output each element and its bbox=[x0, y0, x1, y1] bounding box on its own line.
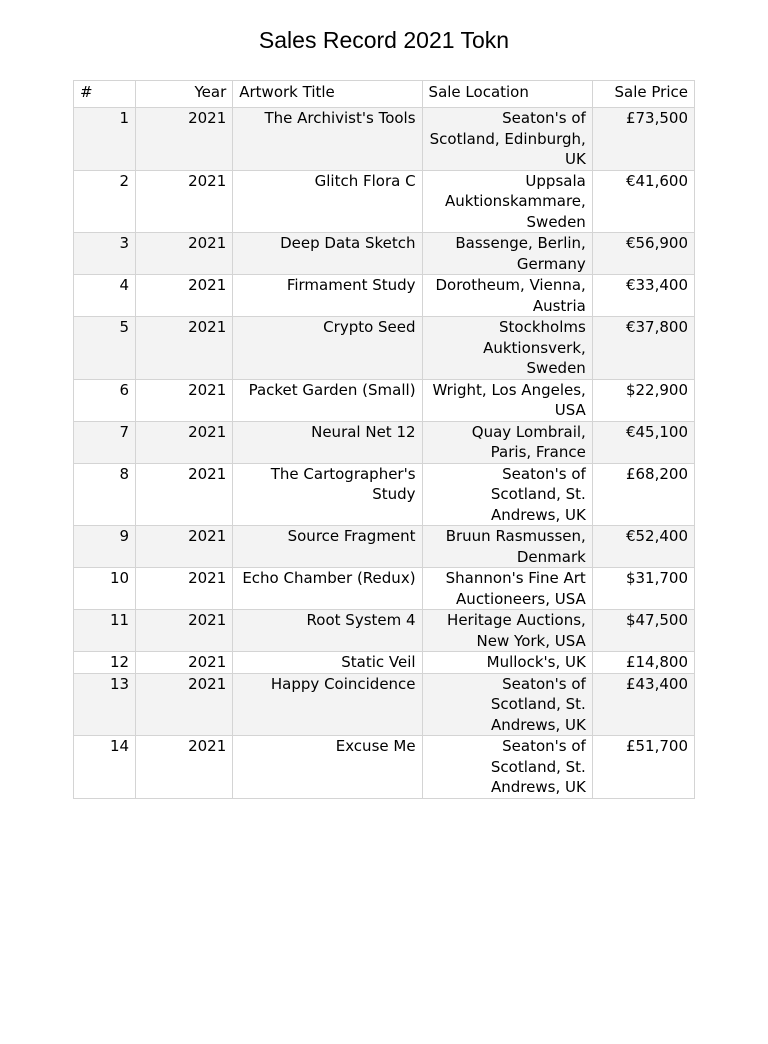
header-year: Year bbox=[136, 81, 233, 108]
cell-year: 2021 bbox=[136, 568, 233, 610]
cell-location: Heritage Auctions, New York, USA bbox=[422, 610, 592, 652]
cell-num: 5 bbox=[74, 317, 136, 380]
cell-year: 2021 bbox=[136, 379, 233, 421]
cell-title: Static Veil bbox=[233, 652, 422, 674]
cell-num: 11 bbox=[74, 610, 136, 652]
cell-title: Echo Chamber (Redux) bbox=[233, 568, 422, 610]
cell-price: €37,800 bbox=[592, 317, 694, 380]
cell-location: Bassenge, Berlin, Germany bbox=[422, 233, 592, 275]
cell-title: The Cartographer's Study bbox=[233, 463, 422, 526]
cell-title: Glitch Flora C bbox=[233, 170, 422, 233]
cell-year: 2021 bbox=[136, 170, 233, 233]
cell-year: 2021 bbox=[136, 652, 233, 674]
cell-price: €52,400 bbox=[592, 526, 694, 568]
cell-num: 4 bbox=[74, 275, 136, 317]
table-row bbox=[74, 108, 695, 171]
table-row bbox=[74, 379, 695, 421]
cell-num: 14 bbox=[74, 736, 136, 799]
table-row bbox=[74, 610, 695, 652]
cell-price: €45,100 bbox=[592, 421, 694, 463]
cell-year: 2021 bbox=[136, 526, 233, 568]
table-row bbox=[74, 673, 695, 736]
cell-num: 3 bbox=[74, 233, 136, 275]
cell-title: Happy Coincidence bbox=[233, 673, 422, 736]
cell-title: Root System 4 bbox=[233, 610, 422, 652]
cell-year: 2021 bbox=[136, 736, 233, 799]
header-row bbox=[74, 81, 695, 108]
cell-price: €33,400 bbox=[592, 275, 694, 317]
cell-location: Seaton's of Scotland, St. Andrews, UK bbox=[422, 463, 592, 526]
cell-title: Crypto Seed bbox=[233, 317, 422, 380]
cell-year: 2021 bbox=[136, 463, 233, 526]
table-row bbox=[74, 317, 695, 380]
cell-location: Seaton's of Scotland, St. Andrews, UK bbox=[422, 673, 592, 736]
cell-year: 2021 bbox=[136, 421, 233, 463]
table-row bbox=[74, 275, 695, 317]
cell-num: 8 bbox=[74, 463, 136, 526]
table-row bbox=[74, 233, 695, 275]
cell-price: £68,200 bbox=[592, 463, 694, 526]
cell-year: 2021 bbox=[136, 317, 233, 380]
cell-num: 2 bbox=[74, 170, 136, 233]
header-num: # bbox=[74, 81, 136, 108]
cell-price: £43,400 bbox=[592, 673, 694, 736]
header-title: Artwork Title bbox=[233, 81, 422, 108]
cell-year: 2021 bbox=[136, 610, 233, 652]
sales-table bbox=[73, 80, 695, 799]
cell-title: Firmament Study bbox=[233, 275, 422, 317]
cell-year: 2021 bbox=[136, 233, 233, 275]
table-row bbox=[74, 421, 695, 463]
cell-price: $22,900 bbox=[592, 379, 694, 421]
cell-location: Seaton's of Scotland, St. Andrews, UK bbox=[422, 736, 592, 799]
cell-title: Excuse Me bbox=[233, 736, 422, 799]
cell-title: Source Fragment bbox=[233, 526, 422, 568]
cell-location: Dorotheum, Vienna, Austria bbox=[422, 275, 592, 317]
cell-location: Stockholms Auktionsverk, Sweden bbox=[422, 317, 592, 380]
table-row bbox=[74, 170, 695, 233]
cell-location: Bruun Rasmussen, Denmark bbox=[422, 526, 592, 568]
cell-price: $31,700 bbox=[592, 568, 694, 610]
cell-price: £51,700 bbox=[592, 736, 694, 799]
table-row bbox=[74, 736, 695, 799]
cell-price: £73,500 bbox=[592, 108, 694, 171]
cell-num: 10 bbox=[74, 568, 136, 610]
header-price: Sale Price bbox=[592, 81, 694, 108]
table-row bbox=[74, 463, 695, 526]
cell-num: 7 bbox=[74, 421, 136, 463]
cell-title: Neural Net 12 bbox=[233, 421, 422, 463]
table-body bbox=[74, 108, 695, 799]
table-row bbox=[74, 652, 695, 674]
cell-num: 12 bbox=[74, 652, 136, 674]
cell-price: $47,500 bbox=[592, 610, 694, 652]
cell-price: €56,900 bbox=[592, 233, 694, 275]
cell-location: Shannon's Fine Art Auctioneers, USA bbox=[422, 568, 592, 610]
page-title: Sales Record 2021 Tokn bbox=[258, 27, 510, 53]
cell-num: 13 bbox=[74, 673, 136, 736]
cell-year: 2021 bbox=[136, 275, 233, 317]
cell-title: Deep Data Sketch bbox=[233, 233, 422, 275]
cell-location: Seaton's of Scotland, Edinburgh, UK bbox=[422, 108, 592, 171]
cell-location: Mullock's, UK bbox=[422, 652, 592, 674]
table-row bbox=[74, 526, 695, 568]
cell-title: Packet Garden (Small) bbox=[233, 379, 422, 421]
cell-num: 1 bbox=[74, 108, 136, 171]
header-location: Sale Location bbox=[422, 81, 592, 108]
cell-price: £14,800 bbox=[592, 652, 694, 674]
cell-location: Quay Lombrail, Paris, France bbox=[422, 421, 592, 463]
cell-location: Wright, Los Angeles, USA bbox=[422, 379, 592, 421]
table-row bbox=[74, 568, 695, 610]
cell-title: The Archivist's Tools bbox=[233, 108, 422, 171]
cell-year: 2021 bbox=[136, 673, 233, 736]
cell-year: 2021 bbox=[136, 108, 233, 171]
cell-num: 9 bbox=[74, 526, 136, 568]
cell-num: 6 bbox=[74, 379, 136, 421]
cell-price: €41,600 bbox=[592, 170, 694, 233]
cell-location: Uppsala Auktionskammare, Sweden bbox=[422, 170, 592, 233]
